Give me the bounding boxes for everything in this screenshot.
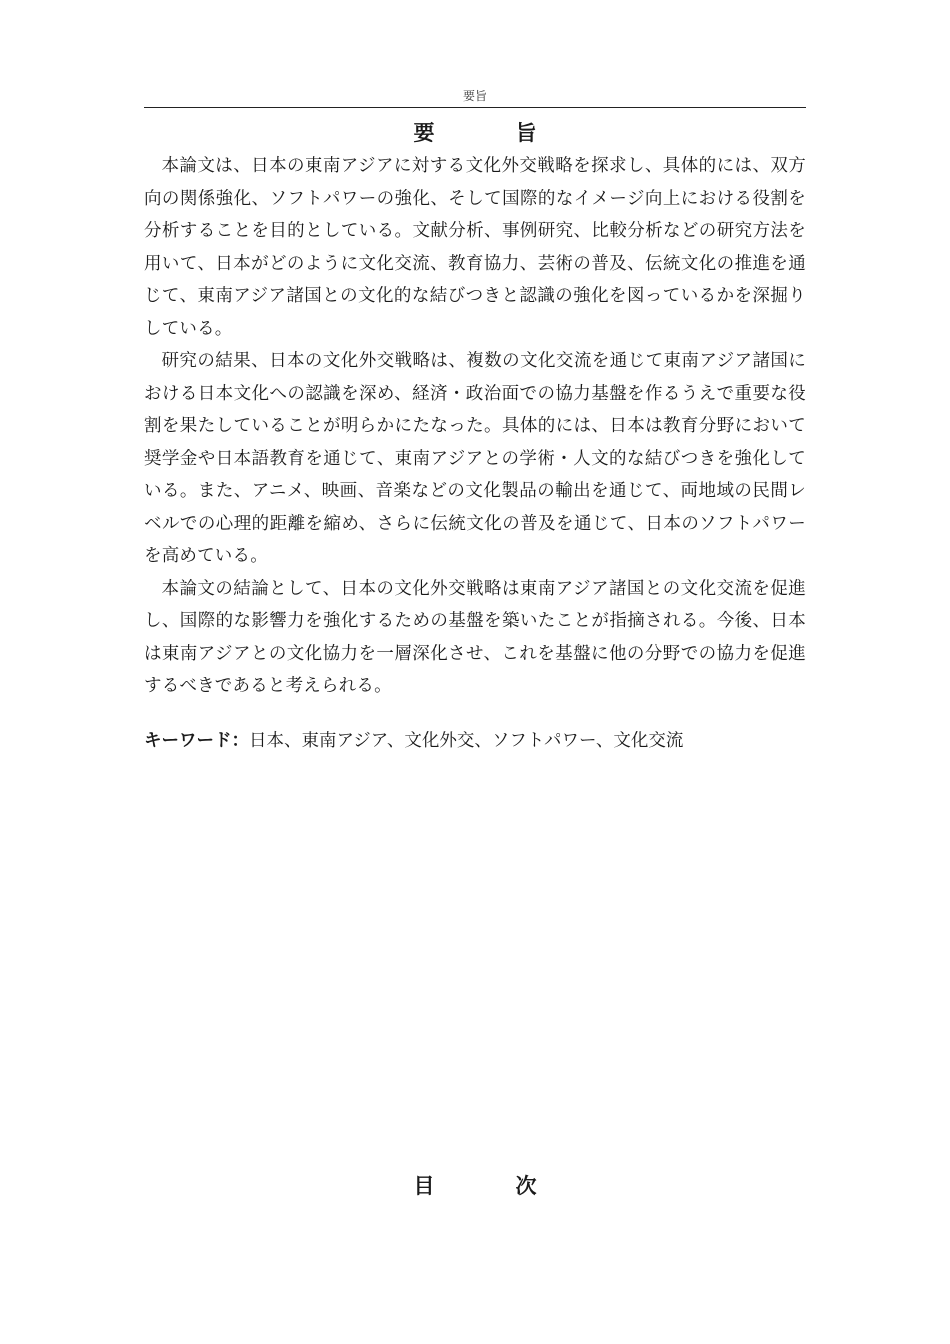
abstract-paragraph-2: 研究の結果、日本の文化外交戦略は、複数の文化交流を通じて東南アジア諸国における日本文化への認識を深め、経済・政治面での協力基盤を作るうえで重要な役割を果たしていることが明らかにたなった。具体的には、日本は教育分野において奨学金や日本語教育を通じて、東南アジアとの学術・人文的な結びつきを強化している。また、アニメ、映画、音楽などの文化製品の輸出を通じて、両地域の民間レベルでの心理的距離を縮め、さらに伝統文化の普及を通じて、日本のソフトパワーを高めている。	[144, 351, 806, 566]
running-header: 要旨	[462, 89, 487, 103]
toc-title: 目 次	[413, 1173, 567, 1198]
abstract-paragraph-3: 本論文の結論として、日本の文化外交戦略は東南アジア諸国との文化交流を促進し、国際的な影響力を強化するための基盤を築いたことが指摘される。今後、日本は東南アジアとの文化協力を一層深化させ、これを基盤に他の分野での協力を促進するべきであると考えられる。	[144, 578, 806, 696]
abstract-paragraph-1: 本論文は、日本の東南アジアに対する文化外交戦略を探求し、具体的には、双方向の関係強化、ソフトパワーの強化、そして国際的なイメージ向上における役割を分析することを目的としている。文献分析、事例研究、比較分析などの研究方法を用いて、日本がどのように文化交流、教育協力、芸術の普及、伝統文化の推進を通じて、東南アジア諸国との文化的な結びつきと認識の強化を図っているかを深掘りしている。	[144, 156, 806, 339]
keywords-line	[144, 726, 806, 756]
header-rule	[144, 107, 806, 108]
abstract-body	[144, 150, 806, 703]
keywords-value: 日本、東南アジア、文化外交、ソフトパワー、文化交流	[249, 731, 684, 751]
keywords-label: キーワード：	[144, 731, 249, 751]
abstract-title: 要 旨	[413, 120, 567, 145]
